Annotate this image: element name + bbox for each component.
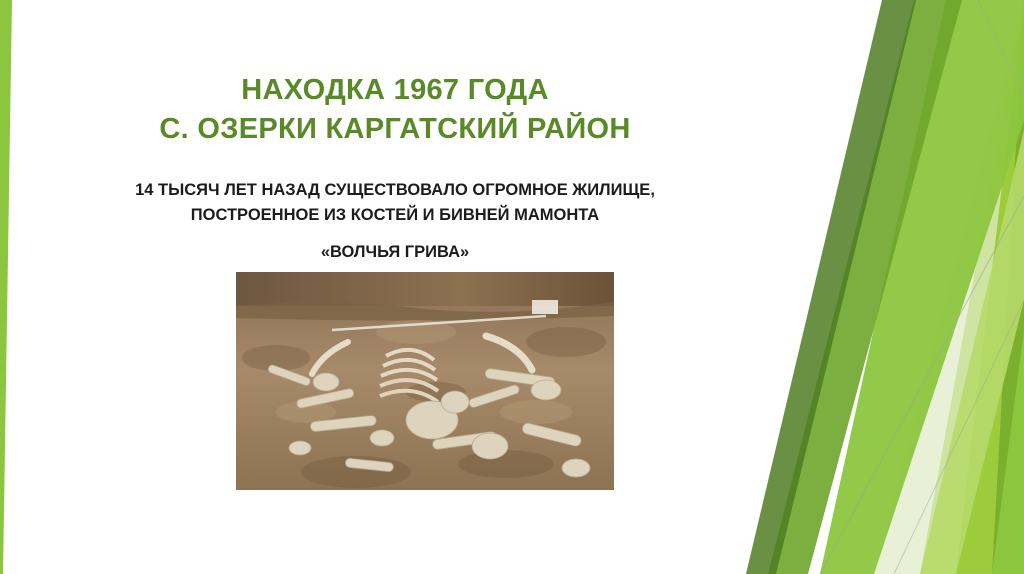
excavation-photo (236, 272, 614, 490)
subtitle-text (70, 178, 720, 228)
page-title (0, 71, 790, 148)
subtitle-line-1: 14 ТЫСЯЧ ЛЕТ НАЗАД СУЩЕСТВОВАЛО ОГРОМНОЕ ЖИЛИЩЕ, (135, 181, 655, 199)
subtitle-line-2: ПОСТРОЕННОЕ ИЗ КОСТЕЙ И БИВНЕЙ МАМОНТА (190, 206, 600, 225)
quoted-site-name: «ВОЛЧЬЯ ГРИВА» (320, 243, 470, 261)
title-line-1: НАХОДКА 1967 ГОДА (241, 74, 549, 107)
title-line-2: С. ОЗЕРКИ КАРГАТСКИЙ РАЙОН (159, 112, 631, 145)
